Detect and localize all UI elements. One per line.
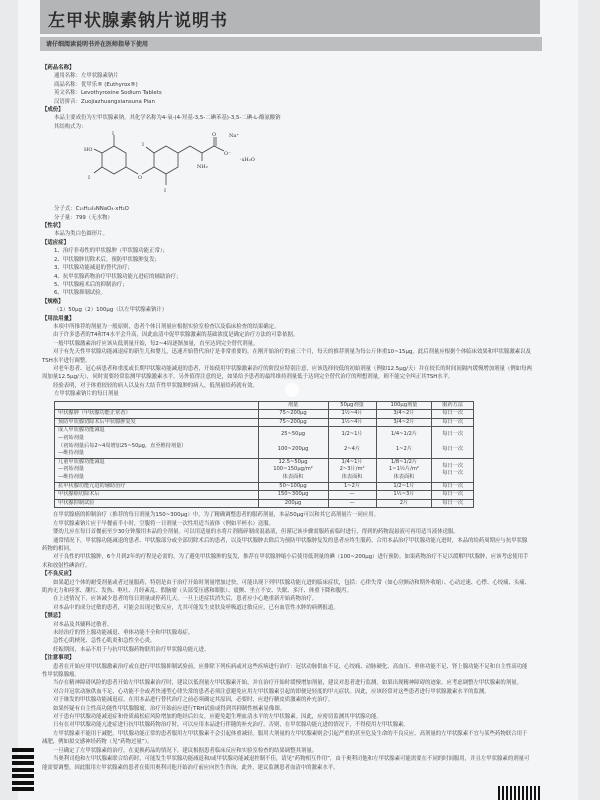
table-cell: 12.5~50μg 100~150μg/m² 体表面积 [258, 458, 328, 482]
contraindication-item: 未经治疗的肾上腺功能减退、垂体功能不全和甲状腺毒症。 [53, 630, 194, 636]
molecular-weight: 分子量：799（无水物） [54, 214, 113, 221]
table-cell: 75~200μg [258, 418, 328, 427]
table-cell: 1/2~1片 [376, 482, 432, 491]
contraindication-item: 妊娠期间，本品不用于与抗甲状腺药物联用治疗甲状腺功能亢进。 [53, 646, 210, 653]
table-cell: 50~100μg [258, 482, 328, 491]
drug-name-line: 商品名称：优甲乐® (Euthyrox®) [54, 81, 138, 88]
table-cell: 每日一次 [432, 499, 474, 508]
watermark-logo [285, 383, 299, 397]
table-cell: 每日一次 [432, 410, 474, 419]
contraindication-list [42, 621, 532, 655]
section-heading-composition: 【成份】 [42, 107, 64, 114]
section-heading-dosage: 【用法用量】 [42, 315, 75, 322]
table-row [55, 499, 474, 508]
section-heading-adverse: 【不良反应】 [42, 571, 75, 578]
table-cell: — [328, 491, 376, 500]
indication-item: 5、甲状腺癌术后的抑制治疗； [54, 281, 128, 288]
precaution-paragraph: 对合并冠状动脉供血不足、心功能不全或者快速型心律失常的患者必须注意避免应用左甲状腺素引起的即便是轻度的甲亢症状。因此，应该经常对这些患者进行甲状腺激素水平的监测。 [53, 688, 490, 695]
table-cell: 1~2片 [328, 482, 376, 491]
table-row [55, 491, 474, 500]
table-row [55, 427, 474, 458]
leaflet-content [42, 64, 532, 772]
carbonyl-oxygen-label: O [212, 132, 217, 139]
section-heading-indications: 【适应症】 [42, 239, 69, 246]
composition-line: 本品主要成份为左甲状腺素钠，其化学名称为4-氧-(4-羟基-3,5-二碘苯基)-3,5-二碘-L-酪氨酸钠 [54, 115, 281, 122]
spec-text: （1）50μg（2）100μg（以左甲状腺素钠计） [54, 307, 168, 314]
table-cell: 每日一次 每日一次 [432, 427, 474, 458]
adverse-paragraph: 对本品中的成分过敏的患者，可能会出现过敏反应，尤其可能发生皮肤及呼吸道过敏反应，已有血管性水肿的病例报道。 [53, 604, 339, 611]
contraindication-item: 急性心肌梗死、急性心肌炎和急性全心炎。 [53, 638, 156, 645]
table-cell: 1½~4片 [328, 410, 376, 419]
iodine-label: I [88, 175, 90, 182]
table-cell: 儿童甲状腺功能减退 —初始剂量 —维持剂量 [55, 458, 259, 482]
composition-lines [42, 114, 532, 131]
precaution-paragraph: 一旦确定了左甲状腺素的治疗，在更换药品的情况下，建议根据患者临床反应和实验室检查的结果调整其剂量。 [53, 747, 318, 754]
table-row [55, 458, 474, 482]
carboxylate-label: O⁻ [224, 151, 231, 158]
composition-line: 其结构式为： [54, 123, 87, 130]
structural-formula-drawing [42, 131, 342, 205]
table-cell: 1/4~1片 2~3片/m² 体表面积 [328, 458, 376, 482]
table-header-cell [55, 401, 259, 410]
precaution-paragraph: 当存在精神障碍风险的患者开始左甲状腺素治疗时，建议以低剂量左甲状腺素开始，并在治疗开始时缓慢增加剂量，建议对患者进行监测。如果出现精神障碍的迹象，应考虑调整左甲状腺素的剂量。 [53, 680, 522, 687]
precaution-paragraph: 当奥利司他和左甲状腺素联合给药时，可能发生甲状腺功能减退和/或甲状腺功能减退控制不佳，请见“药物相互作用”，由于奥利司他和左甲状腺素可能需要在不同的时间服用，并且左甲状腺素的剂量可能需要调整。因此服用左甲状腺素的患者在使用奥利司他开始治疗前应向医生咨询。此外，建议监测患者血清中的激素水平。 [42, 756, 530, 771]
precaution-paragraph: 对于继发的甲状腺功能减退症，在用本品进行替代治疗之前必须确定其原因，必要时，应进行糖皮质激素的补充治疗。 [53, 697, 334, 704]
table-row [55, 410, 474, 419]
precaution-paragraphs [42, 663, 532, 772]
dosage-note: 通常情况下，甲状腺功能减退的患者、甲状腺部分或全部切除术后的患者，以及甲状腺肿去除后为预防甲状腺肿复发的患者应终生服药。合用本品治疗甲状腺功能亢进时，本品的给药周期应与抗甲状腺药物的相同。 [42, 537, 528, 552]
table-cell: 甲状腺抑制试验 [55, 499, 259, 508]
section-heading-spec: 【规格】 [42, 298, 64, 305]
section-heading-contraindications: 【禁忌】 [42, 613, 64, 620]
daily-dose-table [54, 401, 474, 509]
table-header-row [55, 401, 474, 410]
table-cell: 200μg [258, 499, 328, 508]
precaution-paragraph: 左甲状腺素不能用于减肥。甲状腺功能正常的患者服用左甲状腺素不会引起体重减轻。服用大剂量的左甲状腺素则会引起严重的甚至危及生命的不良反应。高剂量的左甲状腺素不宜与某些药物联合用于减肥，例如拟交感神经药物（见“药物过量”）。 [42, 730, 528, 746]
hydroxyl-label: HO [84, 147, 93, 154]
table-header-cell: 100μg剂量 [376, 401, 432, 410]
indication-list [42, 247, 532, 297]
dosage-paragraph: 对于有先天性甲状腺功能减退症的新生儿和婴儿，迅速开始替代治疗是非常重要的。在刚开始治疗的前三个月，每天的推荐剂量为每公斤体重10~15μg，此后剂量应根据个体临床效果和甲状腺激素以及TSH水平进行调整。 [42, 349, 531, 364]
dosage-notes [42, 511, 532, 570]
table-cell: 3/4~2片 [376, 410, 432, 419]
dosage-note: 婴幼儿应在每日首餐前至少30分钟服用本品的全剂量。可以用适量的水将片剂捣碎制成混悬液，但谨记该步骤需服药前临时进行，得到的药物混悬液可再用适当液体送服。 [53, 529, 459, 536]
precaution-paragraph: 如果怀疑有自主性高功能性甲状腺腺瘤，治疗开始前应进行TRH试验或得到其抑制性核素显像图。 [53, 705, 286, 712]
table-cell: 1/4~1/2片 1~2片 [376, 427, 432, 458]
dosage-paragraph: 由于许多患者的T4和T4水平会升高，因此血清中促甲状腺激素的基础浓度是确定治疗方法的可靠依据。 [53, 332, 299, 339]
dosage-paragraph: 一般甲状腺激素治疗应该从低剂量开始，每2~4周逐渐加量，直至达到完全替代剂量。 [53, 340, 259, 347]
precaution-paragraph: 只有在对甲状腺功能亢进症进行抗甲状腺药物治疗时，可以应用本品进行伴随的补充治疗。否则，在甲状腺功能亢进的情况下，不得使用左甲状腺素。 [53, 722, 409, 729]
precaution-paragraph: 患者在开始应用甲状腺激素治疗或在进行甲状腺抑制试验前，应排除下列疾病或对这些疾病进行治疗：冠状动脉供血不足、心绞痛、动脉硬化、高血压、垂体功能不足、肾上腺功能不足和自主性高功能性甲状腺腺瘤。 [42, 663, 528, 679]
table-cell: 3/4~2片 [376, 418, 432, 427]
hydrate-label: ·xH₂O [240, 157, 255, 164]
document-subtitle: 请仔细阅读说明书并在医师指导下使用 [46, 41, 149, 48]
table-cell: 2片 [376, 499, 432, 508]
indication-item: 2、甲状腺肿切除术后，预防甲状腺肿复发； [54, 256, 160, 263]
dosage-paragraphs [42, 323, 532, 390]
adverse-paragraph: 在上述情况下，应该减少患者的每日剂量或停药几天。一旦上述症状消失后，患者应小心地重新开始药物治疗。 [53, 596, 318, 603]
document-title: 左甲状腺素钠片说明书 [48, 11, 228, 31]
sodium-label: Na⁺ [229, 133, 239, 140]
amine-label: NH₂ [197, 164, 208, 171]
table-cell: 150~300μg [258, 491, 328, 500]
drug-name-lines [42, 72, 532, 106]
table-cell: 抗甲状腺功能亢进的辅助治疗 [55, 482, 259, 491]
drug-name-line: 通用名称：左甲状腺素钠片 [54, 73, 119, 80]
table-header-cell: 服药方法 [432, 401, 474, 410]
table-cell: 1/2~1片 2~4片 [328, 427, 376, 458]
barcode [498, 786, 542, 800]
table-cell: 甲状腺癌切除术后 [55, 491, 259, 500]
iodine-label: I [112, 131, 114, 138]
precaution-paragraph: 对于患有甲状腺功能减退症和骨质疏松症风险增加的绝经后妇女，应避免超生理血清水平的左甲状腺素。因此，应密切监测其甲状腺功能。 [53, 714, 382, 721]
table-header-cell: 剂量 [258, 401, 328, 410]
table-cell: 75~200μg [258, 410, 328, 419]
indication-item: 4、抗甲状腺药物治疗甲状腺功能亢进症的辅助治疗； [54, 273, 182, 280]
table-header-cell: 50μg剂量 [328, 401, 376, 410]
dosage-paragraph: 经验表明，对于体重较轻的病人以及有大结节性甲状腺肿的病人，低剂量给药就有效。 [53, 382, 258, 389]
indication-item: 1、治疗非毒性的甲状腺肿（甲状腺功能正常）； [54, 248, 168, 255]
table-cell: 1/8~1/2片 1~1½片/m² 体表面积 [376, 458, 432, 482]
table-cell: 25~50μg 100~200μg [258, 427, 328, 458]
character-text: 本品为类白色圆形片。 [54, 231, 108, 238]
indication-item: 3、甲状腺功能减退的替代治疗； [54, 265, 133, 272]
dosage-paragraph: 本项中所推荐的剂量为一般原则，患者个体日剂量应根据实验室检查以及临床检查的结果确定。 [53, 323, 280, 330]
table-cell: 每日一次 [432, 491, 474, 500]
table-cell: 每日一次 每日一次 [432, 458, 474, 482]
section-heading-name: 【药品名称】 [42, 65, 75, 71]
table-cell: 每日一次 [432, 482, 474, 491]
section-heading-precautions: 【注意事项】 [42, 655, 75, 662]
table-cell: 每日一次 [432, 418, 474, 427]
adverse-paragraphs [42, 579, 532, 613]
table-cell: 成人甲状腺功能减退 —初始剂量 （初始剂量后每2~4周增加25~50μg，直至维持剂量） —维持剂量 [55, 427, 259, 458]
indication-item: 6、甲状腺抑制试验。 [54, 290, 106, 297]
dosage-note: 左甲状腺素钠片应于早餐前半小时，空腹将一日剂量一次性用适当液体（例如半杯水）送服。 [53, 520, 275, 527]
dosage-note: 在甲状腺癌的抑制治疗（推荐的每日剂量为150~300μg）中，为了精确调整患者的服药剂量，本品50μg可以和其它高剂量片一同应用。 [53, 512, 379, 519]
contraindication-item: 对本品及其辅料过敏者。 [53, 621, 113, 628]
table-cell: 预防甲状腺切除术后甲状腺肿复发 [55, 418, 259, 427]
adverse-paragraph: 如果超过个体的耐受剂量或者过量服药，特别是由于治疗开始时剂量增加过快，可能出现下列甲状腺功能亢进的临床症状，包括：心律失常（如心房颤动和期外收缩）、心动过速、心悸、心绞痛、头痛、肌肉无力和痉挛、潮红、发热、呕吐、月经紊乱、假脑瘤（头部受压感和眼胀）、震颤、坐立不安、失眠、多汗、体重下降和腹泻。 [42, 579, 531, 594]
structural-formula [42, 131, 532, 205]
iodine-label: I [164, 188, 166, 195]
table-cell: 1½~3片 [376, 491, 432, 500]
section-heading-character: 【性状】 [42, 223, 64, 230]
ether-oxygen-label: O [138, 175, 143, 182]
iodine-label: I [142, 142, 144, 149]
table-cell: 甲状腺肿（甲状腺功能正常者） [55, 410, 259, 419]
dosage-note: 对于良性的甲状腺肿，6个月到2年的疗程是必需的。为了避免甲状腺肿的复发，推荐在甲状腺肿缩小后使用低剂量的碘（100~200μg）进行预防。如果药物治疗不足以缓解甲状腺肿，应该考虑使用手术和放射性碘治疗。 [42, 554, 529, 569]
edge-marks [12, 748, 34, 794]
drug-name-line: 英文名称：Levothyroxine Sodium Tablets [54, 90, 162, 97]
table-cell: — [328, 499, 376, 508]
table-caption: 左甲状腺素钠片的每日剂量 [54, 391, 119, 398]
drug-name-line: 汉语拼音：Zuojiazhuangxiansuna Pian [54, 98, 155, 105]
table-row [55, 482, 474, 491]
dosage-paragraph: 对老年患者、冠心病患者和重度或长期甲状腺功能减退的患者，开始使用甲状腺激素治疗的阶段应特别注意，应该选择较低的初始剂量（例如12.5μg/天）并在较长的时间间隔内缓慢增加剂量（例如每两周加量12.5μg/天），同时需要经常监测甲状腺激素水平。另外值得注意的是，如果给予患者的最终维持剂量低于达到完全替代治疗的理想剂量，则不能完全纠正其TSH水平。 [42, 365, 532, 381]
molecular-formula: 分子式：C₁₅H₁₀I₄NNaO₄·xH₂O [54, 206, 129, 213]
table-cell: 1½~4片 [328, 418, 376, 427]
table-row [55, 418, 474, 427]
